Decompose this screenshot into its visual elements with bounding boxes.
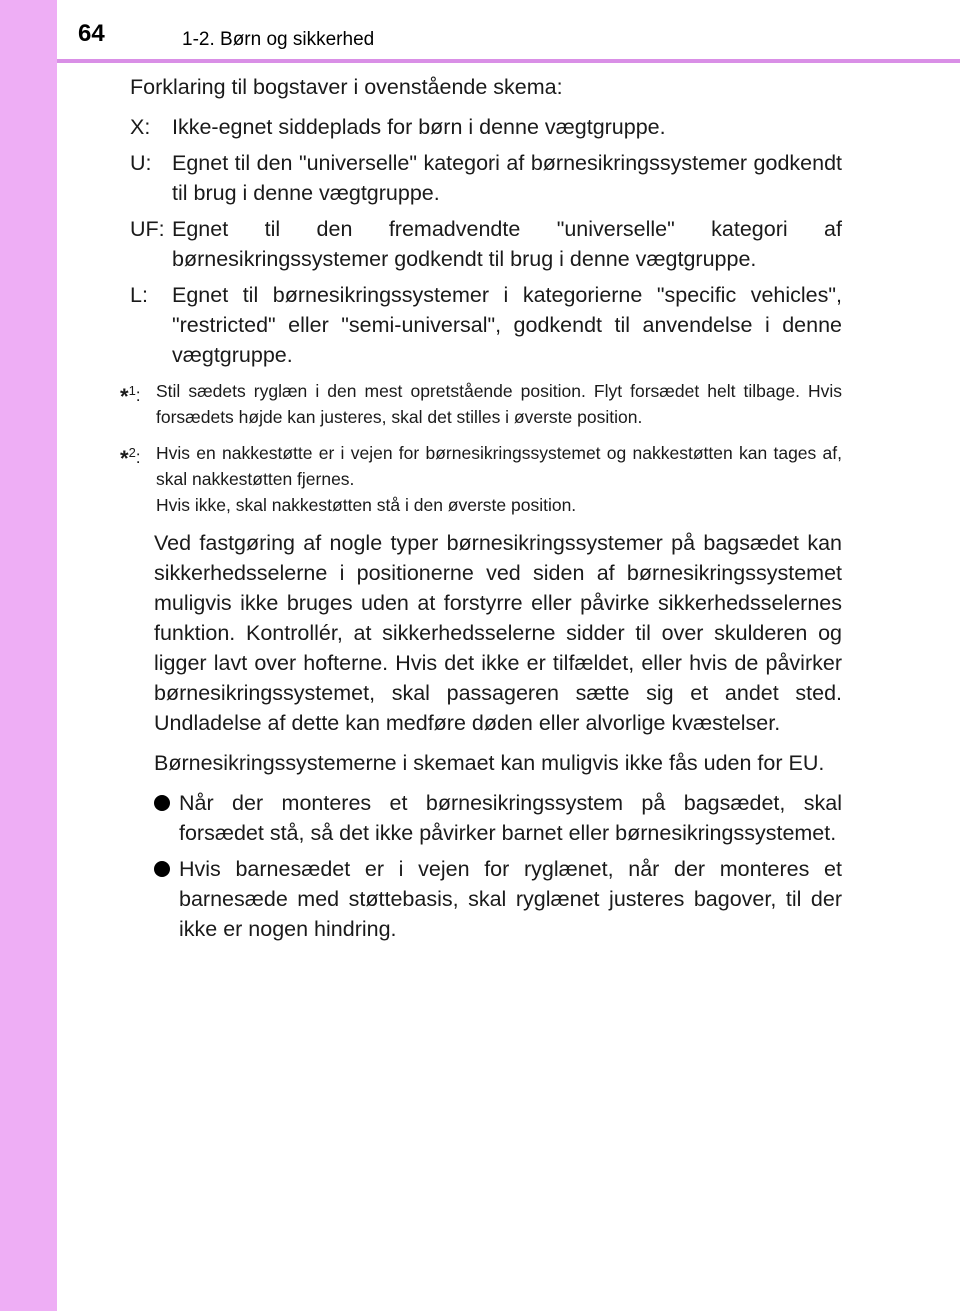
bullet-icon: [154, 788, 179, 848]
bullet-item: [154, 788, 842, 848]
definition-item: [130, 280, 842, 370]
footnote-item: [120, 378, 842, 430]
definition-key: UF:: [130, 217, 165, 241]
bullet-text: Når der monteres et børnesikringssystem på bagsædet, skal forsædet stå, så det ikke påvirker barnet eller børnesikringssystemet.: [179, 791, 842, 845]
bullet-icon: [154, 854, 179, 944]
definition-text: Egnet til den fremadvendte "universelle" kategori af børnesikringssystemer godkendt til brug i denne vægtgruppe.: [172, 217, 842, 271]
definition-key: U:: [130, 151, 152, 175]
definition-text: Ikke-egnet siddeplads for børn i denne vægtgruppe.: [172, 115, 666, 139]
page-content: [120, 72, 842, 950]
footnote-list: [120, 378, 842, 518]
footnote-marker: *$^1$:: [120, 383, 141, 409]
definition-text: Egnet til børnesikringssystemer i kategorierne "specific vehicles", "restricted" eller "semi-universal", godkendt til anvendelse i denne vægtgruppe.: [172, 283, 842, 367]
paragraph: Ved fastgøring af nogle typer børnesikringssystemer på bagsædet kan sikkerhedsselerne i positionerne ved siden af børnesikringssystemet muligvis ikke bruges uden at forstyrre eller påvirke sikkerhedsselernes funktion. Kontrollér, at sikkerhedsselerne sidder til over skulderen og ligger lavt over hofterne. Hvis det ikke er tilfældet, eller hvis de påvirker børnesikringssystemet, skal passageren sætte sig et andet sted. Undladelse af dette kan medføre døden eller alvorlige kvæstelser.: [154, 531, 842, 735]
header-rule: [57, 59, 960, 63]
page-sidebar: [0, 0, 57, 1311]
paragraph: Børnesikringssystemerne i skemaet kan muligvis ikke fås uden for EU.: [154, 751, 825, 775]
watermark: carmanualsonline.info: [572, 1278, 783, 1301]
definition-key: L:: [130, 283, 148, 307]
definition-item: [130, 148, 842, 208]
bullet-text: Hvis barnesædet er i vejen for ryglænet, når der monteres et barnesæde med støttebasis, skal ryglænet justeres bagover, til der ikke er nogen hindring.: [179, 857, 842, 941]
page-number: 64: [78, 20, 105, 47]
legend-intro: Forklaring til bogstaver i ovenstående skema:: [130, 75, 563, 99]
body-text: [154, 528, 842, 944]
footnote-item: [120, 440, 842, 518]
definition-list: [130, 112, 842, 370]
footnote-text: Hvis en nakkestøtte er i vejen for børnesikringssystemet og nakkestøtten kan tages af, skal nakkestøtten fjernes. Hvis ikke, skal nakkestøtten stå i den øverste position.: [156, 443, 842, 515]
footnote-marker: *$^2$:: [120, 445, 141, 471]
definition-item: [130, 112, 842, 142]
definition-key: X:: [130, 115, 151, 139]
bullet-item: [154, 854, 842, 944]
footnote-text: Stil sædets ryglæn i den mest opretstående position. Flyt forsædet helt tilbage. Hvis forsædets højde kan justeres, skal det stilles i øverste position.: [156, 381, 842, 427]
section-title: 1-2. Børn og sikkerhed: [182, 29, 375, 50]
definition-item: [130, 214, 842, 274]
definition-text: Egnet til den "universelle" kategori af børnesikringssystemer godkendt til brug i denne vægtgruppe.: [172, 151, 842, 205]
